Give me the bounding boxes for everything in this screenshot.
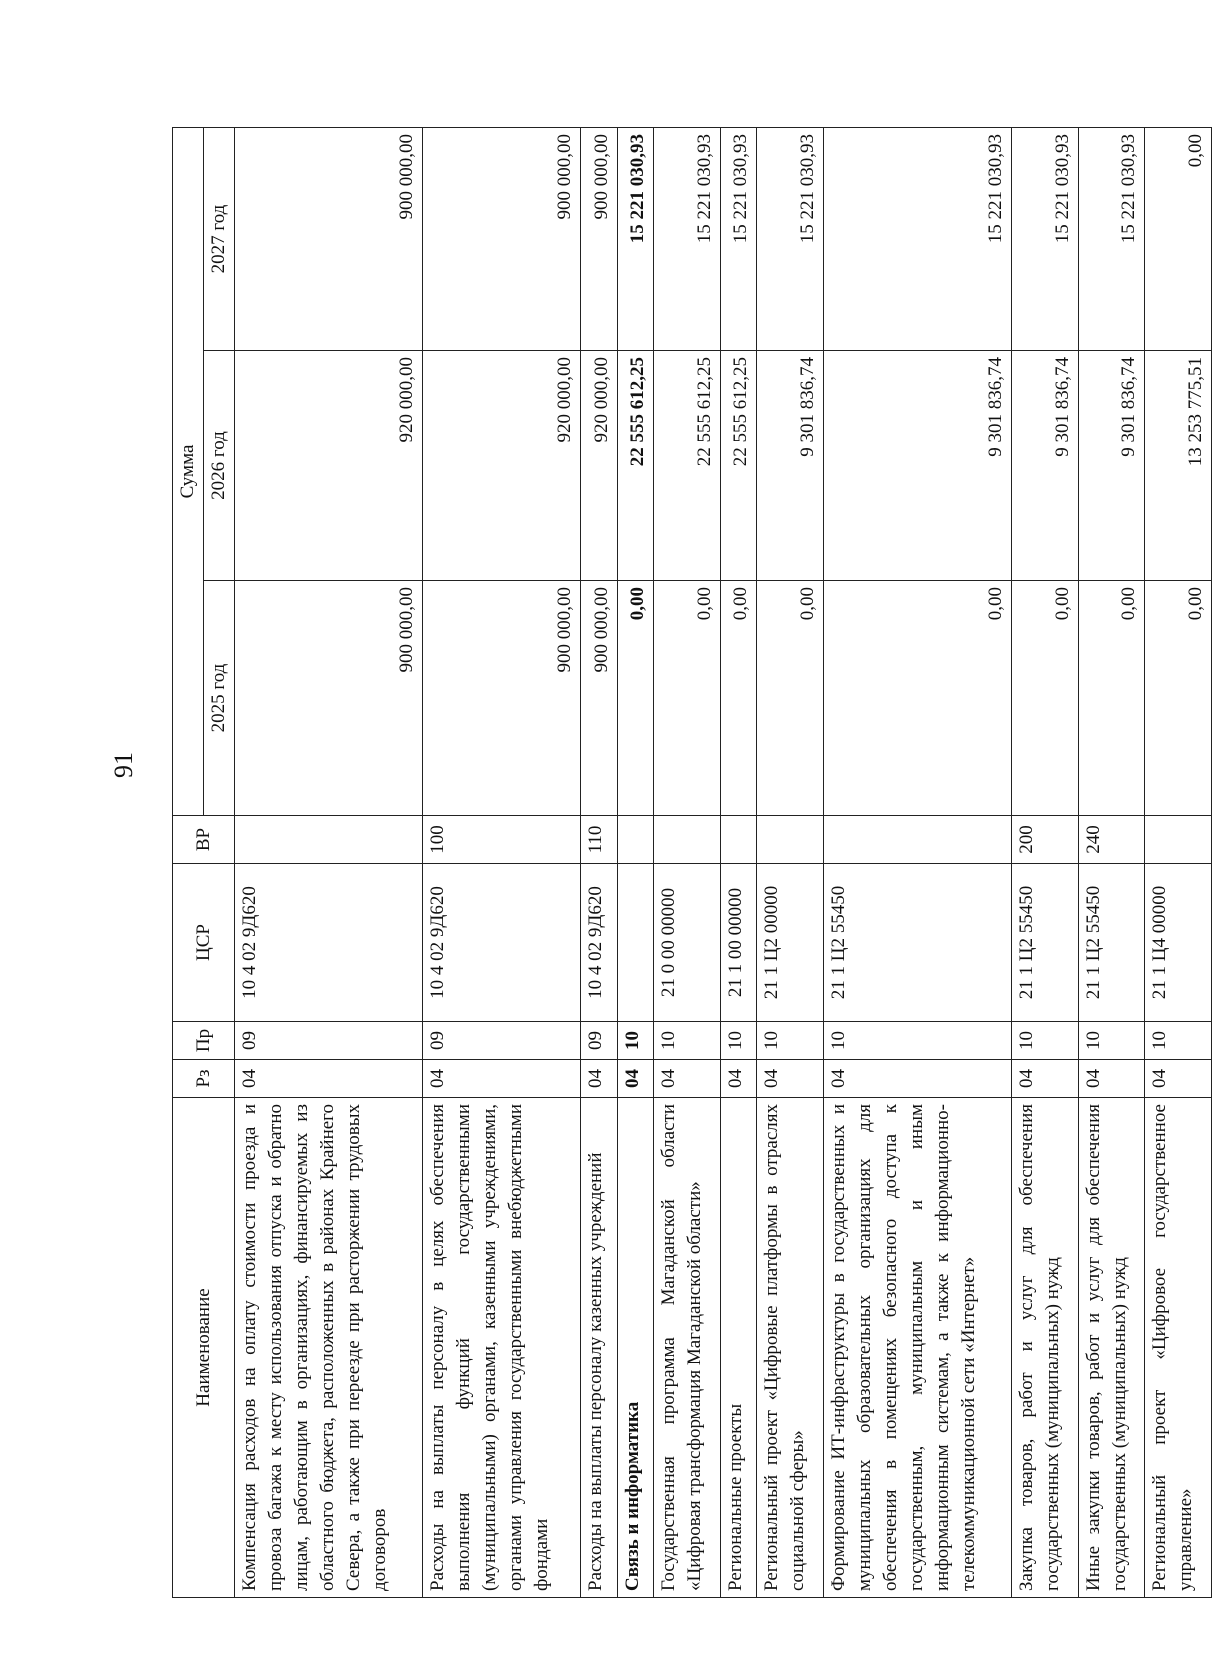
row-name: Связь и информатика — [617, 1098, 653, 1598]
header-sum: Сумма — [173, 127, 204, 815]
table-row — [1145, 127, 1212, 1597]
row-pr: 10 — [756, 1022, 823, 1060]
row-value-2026: 22 555 612,25 — [720, 351, 756, 581]
row-value-2027: 15 221 030,93 — [720, 127, 756, 350]
header-rz: Рз — [173, 1060, 235, 1098]
row-csr: 21 1 Ц2 55450 — [823, 864, 1011, 1022]
table-row — [1078, 127, 1145, 1597]
row-value-2026: 9 301 836,74 — [1011, 351, 1078, 581]
row-value-2025: 0,00 — [823, 581, 1011, 816]
row-rz: 04 — [756, 1060, 823, 1098]
row-csr: 21 1 Ц2 55450 — [1078, 864, 1145, 1022]
row-csr: 10 4 02 9Д620 — [581, 864, 617, 1022]
row-csr: 21 1 Ц2 00000 — [756, 864, 823, 1022]
table-row — [617, 127, 653, 1597]
row-pr: 09 — [581, 1022, 617, 1060]
table-body — [235, 127, 1212, 1597]
row-pr: 10 — [1078, 1022, 1145, 1060]
row-pr: 10 — [653, 1022, 720, 1060]
row-rz: 04 — [653, 1060, 720, 1098]
row-name: Расходы на выплаты персоналу казенных учреждений — [581, 1098, 617, 1598]
row-pr: 09 — [235, 1022, 423, 1060]
table-row — [581, 127, 617, 1597]
row-rz: 04 — [720, 1060, 756, 1098]
row-name: Расходы на выплаты персоналу в целях обеспечения выполнения функций государственными (муниципальными) органами, казенными учреждениями, органами управления государственными внебюджетными фондами — [423, 1098, 581, 1598]
header-name: Наименование — [173, 1098, 235, 1598]
row-csr: 10 4 02 9Д620 — [423, 864, 581, 1022]
row-value-2027: 15 221 030,93 — [1011, 127, 1078, 350]
row-rz: 04 — [617, 1060, 653, 1098]
row-vr: 110 — [581, 816, 617, 864]
row-rz: 04 — [1145, 1060, 1212, 1098]
table-row — [756, 127, 823, 1597]
header-pr: Пр — [173, 1022, 235, 1060]
row-csr: 21 1 Ц2 55450 — [1011, 864, 1078, 1022]
row-name: Закупка товаров, работ и услуг для обеспечения государственных (муниципальных) нужд — [1011, 1098, 1078, 1598]
row-name: Компенсация расходов на оплату стоимости проезда и провоза багажа к месту использования отпуска и обратно лицам, работающим в организациях, финансируемых из областного бюджета, расположенных в районах Крайнего Севера, а также при переезде при расторжении трудовых договоров — [235, 1098, 423, 1598]
row-name: Формирование ИТ-инфраструктуры в государственных и муниципальных образовательных организациях для обеспечения в помещениях безопасного доступа к государственным, муниципальным и иным информационным системам, а также к информационно-телекоммуникационной сети «Интернет» — [823, 1098, 1011, 1598]
row-vr: 100 — [423, 816, 581, 864]
header-csr: ЦСР — [173, 864, 235, 1022]
row-vr — [1145, 816, 1212, 864]
row-value-2026: 22 555 612,25 — [617, 351, 653, 581]
row-name: Иные закупки товаров, работ и услуг для обеспечения государственных (муниципальных) нужд — [1078, 1098, 1145, 1598]
row-name: Региональный проект «Цифровые платформы в отраслях социальной сферы» — [756, 1098, 823, 1598]
row-value-2026: 9 301 836,74 — [823, 351, 1011, 581]
row-value-2025: 0,00 — [653, 581, 720, 816]
row-csr — [617, 864, 653, 1022]
row-pr: 09 — [423, 1022, 581, 1060]
row-value-2027: 900 000,00 — [235, 127, 423, 350]
row-value-2025: 0,00 — [1145, 581, 1212, 816]
row-value-2025: 900 000,00 — [423, 581, 581, 816]
row-vr — [235, 816, 423, 864]
table-row — [720, 127, 756, 1597]
row-csr: 21 1 Ц4 00000 — [1145, 864, 1212, 1022]
row-pr: 10 — [1011, 1022, 1078, 1060]
row-value-2025: 0,00 — [720, 581, 756, 816]
header-year-2025: 2025 год — [204, 581, 235, 816]
row-name: Региональные проекты — [720, 1098, 756, 1598]
row-value-2027: 15 221 030,93 — [1078, 127, 1145, 350]
row-value-2027: 0,00 — [1145, 127, 1212, 350]
table-row — [653, 127, 720, 1597]
row-value-2025: 0,00 — [1078, 581, 1145, 816]
row-vr: 240 — [1078, 816, 1145, 864]
table-row — [823, 127, 1011, 1597]
row-value-2027: 15 221 030,93 — [617, 127, 653, 350]
header-vr: ВР — [173, 816, 235, 864]
row-rz: 04 — [235, 1060, 423, 1098]
row-value-2026: 920 000,00 — [581, 351, 617, 581]
row-vr — [653, 816, 720, 864]
row-name: Государственная программа Магаданской области «Цифровая трансформация Магаданской области» — [653, 1098, 720, 1598]
row-value-2026: 9 301 836,74 — [756, 351, 823, 581]
row-vr — [720, 816, 756, 864]
budget-table — [172, 127, 1212, 1598]
row-value-2027: 15 221 030,93 — [653, 127, 720, 350]
row-rz: 04 — [1011, 1060, 1078, 1098]
row-csr: 10 4 02 9Д620 — [235, 864, 423, 1022]
row-name: Региональный проект «Цифровое государственное управление» — [1145, 1098, 1212, 1598]
row-value-2026: 22 555 612,25 — [653, 351, 720, 581]
row-value-2026: 9 301 836,74 — [1078, 351, 1145, 581]
table-row — [423, 127, 581, 1597]
row-pr: 10 — [1145, 1022, 1212, 1060]
row-rz: 04 — [423, 1060, 581, 1098]
row-value-2026: 13 253 775,51 — [1145, 351, 1212, 581]
row-pr: 10 — [823, 1022, 1011, 1060]
row-value-2026: 920 000,00 — [423, 351, 581, 581]
header-year-2027: 2027 год — [204, 127, 235, 350]
row-vr: 200 — [1011, 816, 1078, 864]
rotated-table-wrapper — [172, 128, 1212, 1598]
row-value-2025: 900 000,00 — [235, 581, 423, 816]
row-value-2025: 0,00 — [1011, 581, 1078, 816]
row-csr: 21 1 00 00000 — [720, 864, 756, 1022]
row-value-2025: 900 000,00 — [581, 581, 617, 816]
table-row — [235, 127, 423, 1597]
row-value-2027: 900 000,00 — [581, 127, 617, 350]
row-pr: 10 — [617, 1022, 653, 1060]
row-value-2027: 900 000,00 — [423, 127, 581, 350]
row-vr — [617, 816, 653, 864]
row-pr: 10 — [720, 1022, 756, 1060]
row-rz: 04 — [823, 1060, 1011, 1098]
header-year-2026: 2026 год — [204, 351, 235, 581]
row-rz: 04 — [1078, 1060, 1145, 1098]
row-vr — [756, 816, 823, 864]
row-value-2027: 15 221 030,93 — [823, 127, 1011, 350]
row-vr — [823, 816, 1011, 864]
row-value-2027: 15 221 030,93 — [756, 127, 823, 350]
table-row — [1011, 127, 1078, 1597]
row-rz: 04 — [581, 1060, 617, 1098]
row-value-2026: 920 000,00 — [235, 351, 423, 581]
row-value-2025: 0,00 — [756, 581, 823, 816]
row-value-2025: 0,00 — [617, 581, 653, 816]
page-number: 91 — [109, 752, 138, 778]
row-csr: 21 0 00 00000 — [653, 864, 720, 1022]
